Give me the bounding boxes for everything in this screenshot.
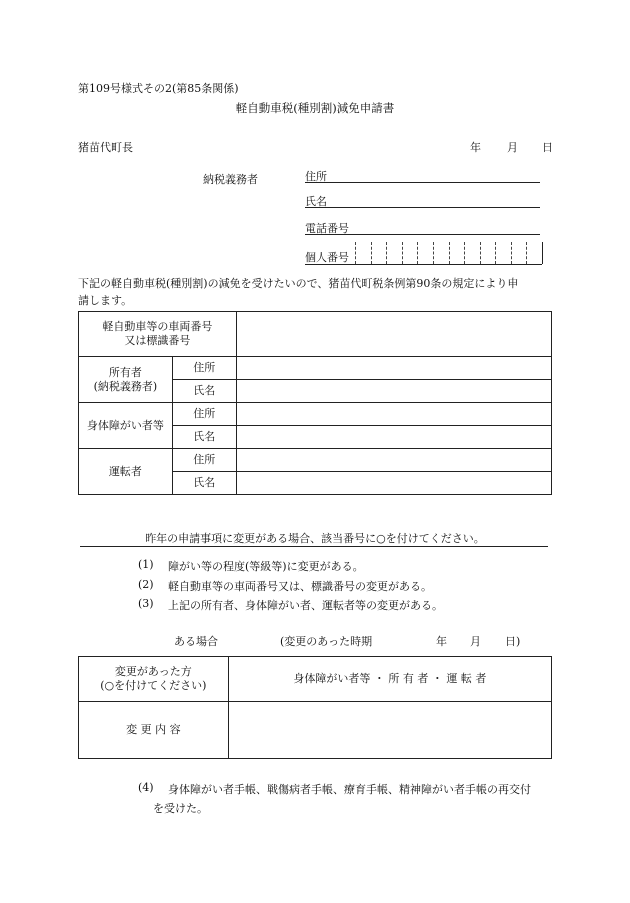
driver-name-cell[interactable] <box>236 472 551 495</box>
driver-name-label: 氏名 <box>172 472 236 495</box>
change-table <box>78 656 552 759</box>
mynumber-underline <box>305 264 542 265</box>
table-row <box>79 449 552 472</box>
item-4-line-1: 身体障がい者手帳、戦傷病者手帳、療育手帳、精神障がい者手帳の再交付 <box>168 783 531 796</box>
disabled-person-label: 身体障がい者等 <box>79 403 173 449</box>
name-field[interactable] <box>305 193 540 208</box>
change-month-label: 月 <box>470 635 481 648</box>
driver-label: 運転者 <box>79 449 173 495</box>
date-month-label: 月 <box>507 141 518 154</box>
change-day-label: 日) <box>505 635 521 648</box>
vehicle-number-label: 軽自動車等の車両番号 又は標識番号 <box>79 312 237 357</box>
document-title: 軽自動車税(種別割)減免申請書 <box>235 101 395 115</box>
address-label: 住所 <box>305 170 327 183</box>
change-item-2-no: (2) <box>138 578 154 591</box>
phone-label: 電話番号 <box>305 222 349 235</box>
item-4-no: (4) <box>138 781 154 794</box>
change-item-2-text: 軽自動車等の車両番号又は、標識番号の変更がある。 <box>168 580 432 593</box>
phone-field[interactable] <box>305 220 540 235</box>
disabled-name-cell[interactable] <box>236 426 551 449</box>
intro-line-1: 下記の軽自動車税(種別割)の減免を受けたいので、猪苗代町税条例第90条の規定により申 <box>78 277 519 290</box>
address-field[interactable] <box>305 168 540 183</box>
owner-name-cell[interactable] <box>236 380 551 403</box>
application-table <box>78 311 552 495</box>
driver-address-label: 住所 <box>172 449 236 472</box>
change-item-1-no: (1) <box>138 558 154 571</box>
mynumber-boxes[interactable] <box>355 242 543 264</box>
change-year-label: 年 <box>436 635 447 648</box>
intro-line-2: 請します。 <box>78 294 133 307</box>
addressee: 猪苗代町長 <box>78 141 133 154</box>
vehicle-number-cell[interactable] <box>236 312 551 357</box>
case-label: ある場合 <box>174 635 218 648</box>
change-item-3-text: 上記の所有者、身体障がい者、運転者等の変更がある。 <box>168 599 443 612</box>
form-number: 第109号様式その2(第85条関係) <box>78 82 239 95</box>
disabled-address-label: 住所 <box>172 403 236 426</box>
driver-address-cell[interactable] <box>236 449 551 472</box>
owner-label: 所有者 (納税義務者) <box>79 357 173 403</box>
owner-address-label: 住所 <box>172 357 236 380</box>
change-item-3-no: (3) <box>138 597 154 610</box>
date-year-label: 年 <box>470 141 481 154</box>
table-row <box>79 657 552 702</box>
disabled-name-label: 氏名 <box>172 426 236 449</box>
date-day-label: 日 <box>542 141 553 154</box>
change-content-cell[interactable] <box>228 702 551 759</box>
change-period-label: (変更のあった時期 <box>280 635 373 648</box>
table-row <box>79 357 552 380</box>
disabled-address-cell[interactable] <box>236 403 551 426</box>
owner-name-label: 氏名 <box>172 380 236 403</box>
table-row <box>79 702 552 759</box>
name-label: 氏名 <box>305 195 327 208</box>
change-item-1-text: 障がい等の程度(等級等)に変更がある。 <box>168 560 364 573</box>
change-heading: 昨年の申請事項に変更がある場合、該当番号に○を付けてください。 <box>145 532 485 545</box>
mynumber-label: 個人番号 <box>305 251 349 264</box>
change-content-label: 変 更 内 容 <box>79 702 229 759</box>
item-4-line-2: を受けた。 <box>153 802 208 815</box>
divider <box>80 546 548 547</box>
table-row <box>79 312 552 357</box>
owner-address-cell[interactable] <box>236 357 551 380</box>
changed-person-label: 変更があった方 (○を付けてください) <box>79 657 229 702</box>
taxpayer-label: 納税義務者 <box>203 173 258 186</box>
table-row <box>79 403 552 426</box>
changed-person-options[interactable]: 身体障がい者等 ・ 所 有 者 ・ 運 転 者 <box>228 657 551 702</box>
